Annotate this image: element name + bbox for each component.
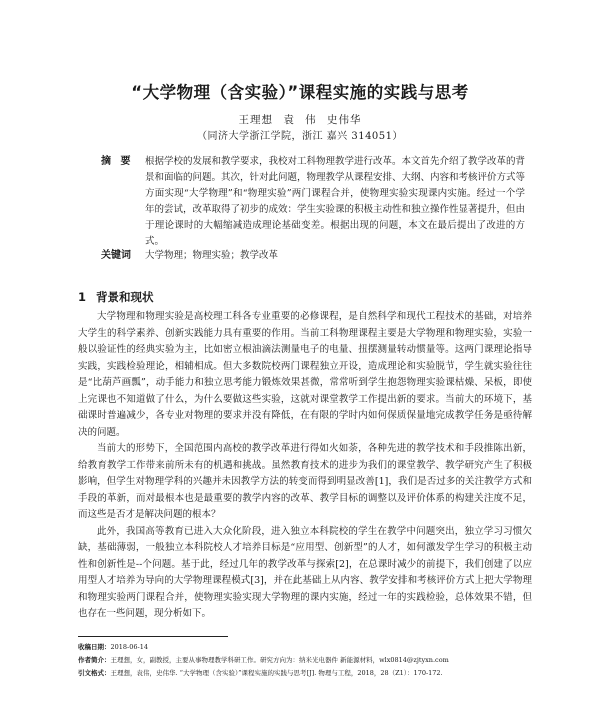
footnote-label: 收稿日期： — [78, 643, 111, 651]
paper-title: “大学物理（含实验）”课程实施的实践与思考 — [131, 83, 469, 102]
abstract-label: 摘 要 — [101, 156, 134, 167]
footnote-received — [78, 641, 532, 654]
paper-authors: 王理想 袁 伟 史伟华 — [238, 114, 362, 126]
footnote-citation — [78, 667, 532, 680]
footnote-text: 2018-06-14 — [110, 643, 148, 651]
paragraph-2-text: 当前大的形势下，全国范围内高校的教学改革进行得如火如荼，各种先进的教学技术和手段推陈出新，给教育教学工作带来前所未有的机遇和挑战。虽然教育技术的进步为我们的课堂教学、教学研究产生了积极影响，但学生对物理学科的兴趣并未因教学方法的转变而得到明显改善[1]，我们是否过多的关注教学方式和手段的革新，而对最根本也是最重要的教学内容的改革、教学目标的调整以及评价体系的构建关注度不足，而这些是否才是解决问题的根本？ — [78, 443, 532, 520]
paper-affiliation: （同济大学浙江学院，浙江 嘉兴 314051） — [196, 131, 404, 142]
abstract-text: 根据学校的发展和教学要求，我校对工科物理教学进行改革。本文首先介绍了教学改革的背景和面临的问题。其次，针对此问题，物理教学从课程安排、大纲、内容和考核评价方式等方面实现“大学物理”和“物理实验”两门课程合并，使物理实验实现课内实施。经过一个学年的尝试，改革取得了初步的成效：学生实验课的积极主动性和独立操作性显著提升，但由于理论课时的大幅缩减造成理论基础变差。根据出现的问题，本文在最后提出了改进的方式。 — [145, 156, 526, 247]
abstract-block — [101, 154, 525, 250]
keywords-label: 关键词 — [101, 250, 131, 261]
body-paragraph — [78, 524, 532, 623]
footnote-text: 王理想，袁伟，史伟华. “大学物理（含实验）”课程实施的实践与思考[J]. 物理与工程，2018，28（Z1）：170-172. — [110, 669, 443, 677]
footnote-author-bio — [78, 654, 532, 667]
body-paragraph — [78, 441, 532, 524]
footnote-label: 引文格式： — [78, 669, 111, 677]
keywords-block — [101, 249, 525, 263]
paragraph-3-text: 此外，我国高等教育已进入大众化阶段，进入独立本科院校的学生在教学中问题突出，独立学习习惯欠缺，基础薄弱，一般独立本科院校人才培养目标是“应用型、创新型”的人才，如何激发学生学习的积极主动性和创新性是--个问题。基于此，经过几年的教学改革与探索[2]，在总课时减少的前提下，我们创建了以应用型人才培养为导向的大学物理课程模式[3]，并在此基础上从内容、教学安排和考核评价方式上把大学物理和物理实验两门课程合并，使物理实验实现大学物理的课内实施，经过一年的实践检验，总体效果不错，但也存在一些问题，现分析如下。 — [78, 525, 532, 619]
footnote-label: 作者简介： — [78, 656, 111, 664]
section-title: 背景和现状 — [96, 290, 154, 304]
keywords-text: 大学物理；物理实验；教学改革 — [145, 250, 279, 261]
body-paragraph — [78, 309, 532, 441]
footnote-divider — [78, 636, 228, 637]
section-body — [78, 309, 532, 623]
section-heading — [78, 289, 154, 305]
section-number: 1 — [78, 290, 87, 304]
footnotes — [78, 641, 532, 680]
paragraph-1-text: 大学物理和物理实验是高校理工科各专业重要的必修课程，是自然科学和现代工程技术的基础，对培养大学生的科学素养、创新实践能力具有重要的作用。当前工科物理课程主要是大学物理和物理实验，实验一般以验证性的经典实验为主，比如密立根油滴法测量电子的电量、扭摆测量转动惯量等。这两门课理论指导实践，实践检验理论，相辅相成。但大多数院校两门课程独立开设，造成理论和实验脱节，学生就实验往往是“比葫芦画瓢”，动手能力和独立思考能力锻炼效果甚微，常常听到学生抱怨物理实验课枯燥、呆板，即使上完课也不知道做了什么，为什么要做这些实验，这就对课堂教学工作提出新的要求。当前大的环境下，基础课时普遍减少，各专业对物理的要求并没有降低，在有限的学时内如何保质保量地完成教学任务是亟待解决的问题。 — [78, 311, 532, 438]
footnote-text: 王理想，女，副教授，主要从事物理教学科研工作。研究方向为：纳米光电器件 新能源材料，wlx0814@zjtyxn.com — [110, 656, 449, 664]
